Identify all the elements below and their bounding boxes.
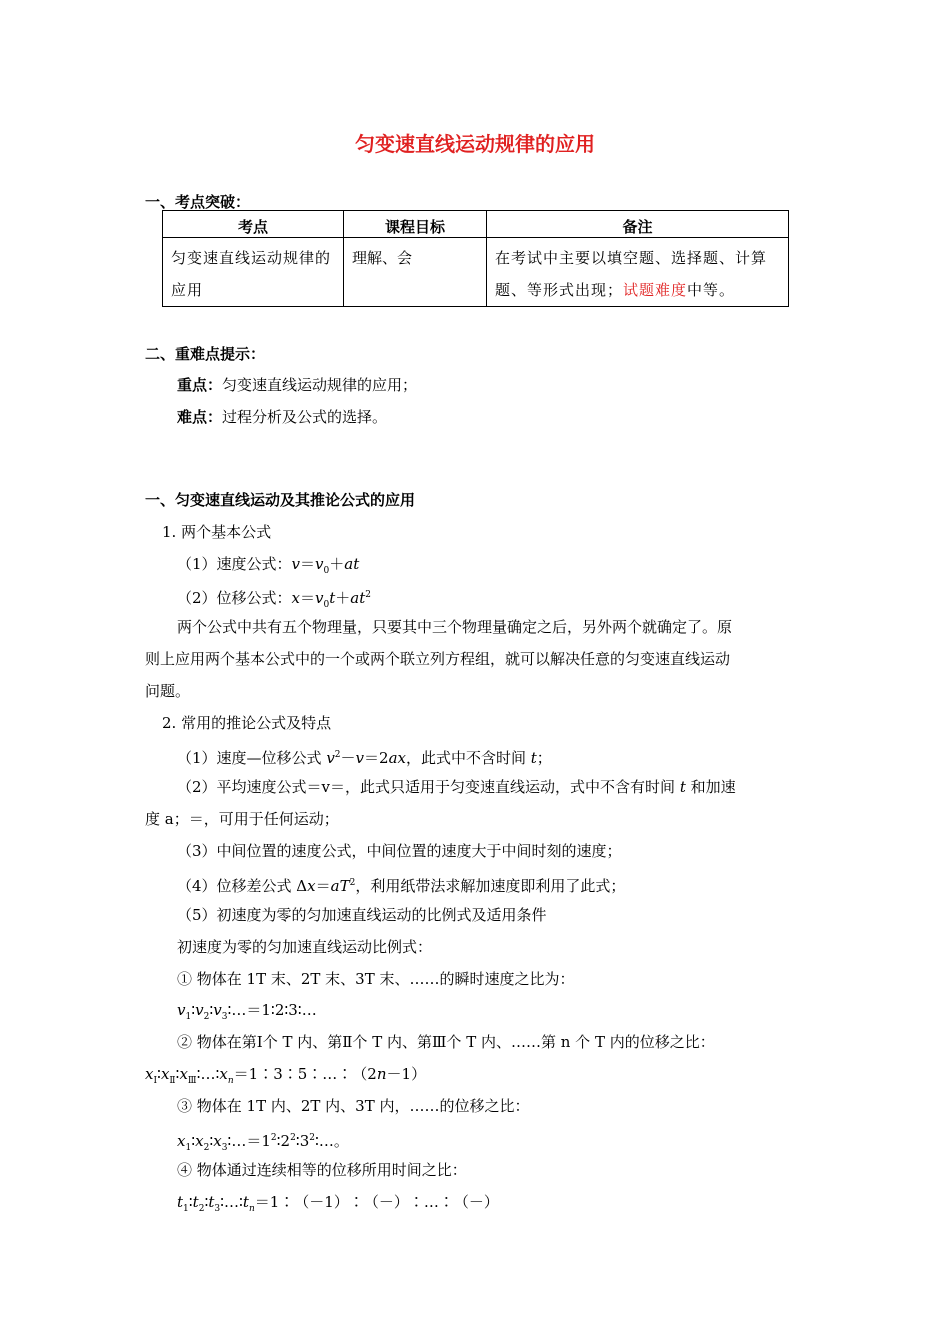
inference-1: （1）速度—位移公式 $v^2-v=2ax$，此式中不含时间 t；: [177, 749, 552, 767]
difficult-point-text: 过程分析及公式的选择。: [222, 408, 388, 426]
item2-title: 2. 常用的推论公式及特点: [162, 714, 332, 732]
table-header-topic: 考点: [163, 211, 344, 238]
ratio-4-formula: $t_1∶t_2∶t_3∶\dots∶t_n=1∶(-1)∶(-)∶\dots∶(-)$: [177, 1193, 499, 1214]
table-header-goal: 课程目标: [344, 211, 487, 238]
item1-title: 1. 两个基本公式: [162, 523, 272, 541]
table-cell-note: [487, 238, 789, 307]
part-heading: 一、匀变速直线运动及其推论公式的应用: [145, 491, 416, 509]
ratio-3: ③ 物体在 1T 内、2T 内、3T 内，……的位移之比：: [177, 1097, 530, 1115]
inference-4-tail: ，利用纸带法求解加速度即利用了此式；: [355, 877, 626, 895]
formula-displacement: （2）位移公式：$x=v_0t+at^2$: [177, 589, 372, 610]
key-point-line: [177, 375, 417, 395]
key-point-label: 重点：: [177, 376, 223, 394]
table-header-note: 备注: [487, 211, 789, 238]
formula-velocity: （1）速度公式：$v=v_0+at$: [177, 555, 360, 576]
key-points-table: [162, 210, 789, 307]
table-cell-topic: 匀变速直线运动规律的应用: [163, 238, 344, 307]
formula-displacement-label: （2）位移公式：: [177, 589, 292, 607]
inference-4-label: （4）位移差公式 Δ: [177, 877, 308, 895]
paragraph-line: 问题。: [145, 682, 191, 700]
inference-1-tail: ，此式中不含时间: [405, 749, 531, 767]
ratio-1-formula: $v_1∶v_2∶v_3∶\dots=1∶2∶3∶\dots$: [177, 1001, 317, 1022]
ratio-4: ④ 物体通过连续相等的位移所用时间之比：: [177, 1161, 467, 1179]
paragraph-line: 两个公式中共有五个物理量，只要其中三个物理量确定之后，另外两个就确定了。原: [177, 618, 733, 636]
ratio-2-formula: $x_Ⅰ∶x_Ⅱ∶x_Ⅲ∶\dots∶x_n=1∶3∶5∶\dots∶(2n-1)$: [145, 1065, 427, 1086]
note-text: 在考试中主要以填空题、选择题、计算题、等形式出现；: [495, 249, 768, 299]
section-heading-key-points: 一、考点突破：: [145, 193, 251, 211]
ratio-intro: 初速度为零的匀加速直线运动比例式：: [177, 938, 433, 956]
note-highlight: 试题难度: [623, 281, 688, 299]
difficult-point-label: 难点：: [177, 408, 223, 426]
ratio-2: ② 物体在第Ⅰ个 T 内、第Ⅱ个 T 内、第Ⅲ个 T 内、……第 n 个 T 内的位移之比：: [177, 1033, 715, 1051]
paragraph-line: 则上应用两个基本公式中的一个或两个联立列方程组，就可以解决任意的匀变速直线运动: [145, 650, 731, 668]
note-suffix: 中等。: [687, 281, 736, 299]
formula-velocity-label: （1）速度公式：: [177, 555, 292, 573]
page-title: 匀变速直线运动规律的应用: [355, 132, 595, 156]
inference-2-text: （2）平均速度公式＝v＝，此式只适用于匀变速直线运动，式中不含有时间: [177, 778, 676, 796]
ratio-3-formula: $x_1∶x_2∶x_3∶\dots=1^2∶2^2∶3^2∶\dots$。: [177, 1132, 349, 1153]
inference-4: （4）位移差公式 $\Delta x=aT^2$，利用纸带法求解加速度即利用了此式；: [177, 877, 626, 895]
table-cell-goal: 理解、会: [344, 238, 487, 307]
inference-2-line1: （2）平均速度公式＝v＝，此式只适用于匀变速直线运动，式中不含有时间 t 和加速: [177, 778, 736, 796]
section-heading-key-difficult: 二、重难点提示：: [145, 345, 266, 363]
ratio-1: ① 物体在 1T 末、2T 末、3T 末、……的瞬时速度之比为：: [177, 970, 575, 988]
difficult-point-line: [177, 407, 387, 427]
inference-1-label: （1）速度—位移公式: [177, 749, 327, 767]
inference-2-tail: 和加速: [690, 778, 736, 796]
inference-2-line2: 度 a；＝，可用于任何运动；: [145, 810, 339, 828]
inference-3: （3）中间位置的速度公式，中间位置的速度大于中间时刻的速度；: [177, 842, 622, 860]
key-point-text: 匀变速直线运动规律的应用；: [222, 376, 418, 394]
inference-5: （5）初速度为零的匀加速直线运动的比例式及适用条件: [177, 906, 547, 924]
